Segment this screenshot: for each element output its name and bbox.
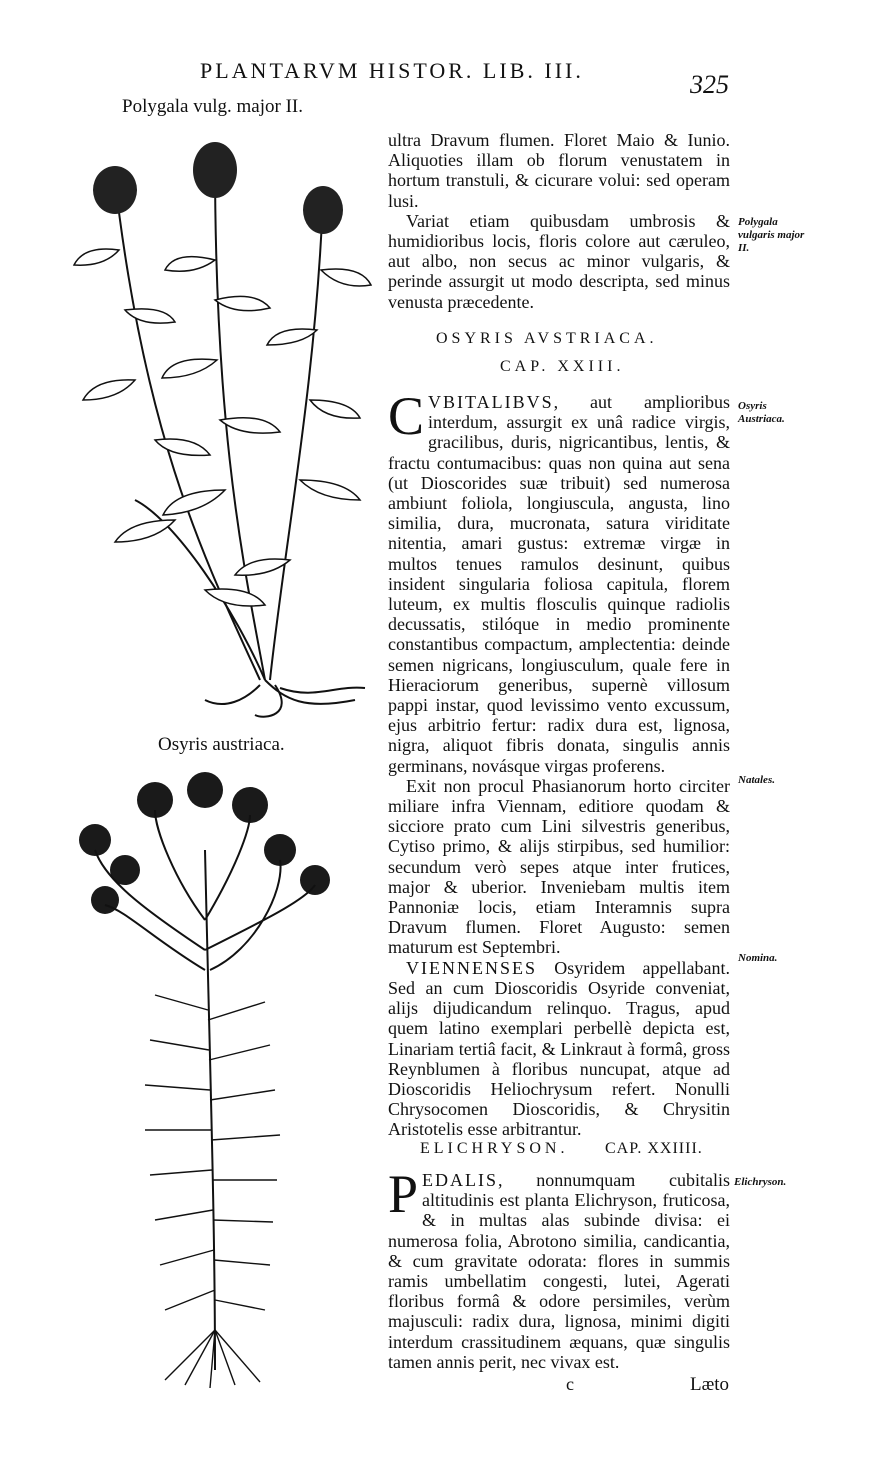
signature-mark: c xyxy=(566,1374,574,1394)
side-note-polygala: Polygala vulgaris major II. xyxy=(738,216,805,254)
elichryson-description-text: , nonnumquam cubitalis altitudinis est planta Elichryson, fruticosa, & in multas alas subinde divisa: ei numerosa folia, Abrotono similia, candicantia, & cum gravitate odorata: flores in summis ramis umbellatim congesti, lutei, Agerati floribus formâ & odore persimiles, verùm majusculi: radix dura, lignosa, minimi digiti interdum crassitudinem æquans, quæ singulis tamen annis perit, nec vivax est. xyxy=(388,1170,730,1372)
elichryson-description xyxy=(388,1164,730,1372)
elichryson-chapter: CAP. XXIIII. xyxy=(605,1140,703,1157)
osyris-woodcut-image xyxy=(65,770,355,1390)
osyris-illustration xyxy=(65,770,355,1390)
osyris-habitat: Exit non procul Phasianorum horto circiter miliare infra Viennam, editiore quodam & sicciore prato cum Lini silvestris generibus, Cytiso primo, & alijs stirpibus, sed humilior: secundum verò sepes atque inter frutices, major & uberior. Inveniebam multis item Pannoniæ locis, etiam Interamnis supra Dravum flumen. Floret Augusto: semen maturum est Septembri. xyxy=(388,775,730,958)
elichryson-text xyxy=(388,1164,730,1372)
osyris-text xyxy=(388,386,730,1140)
osyris-heading: OSYRIS AVSTRIACA. xyxy=(436,330,658,347)
running-title: PLANTARVM HISTOR. LIB. III. xyxy=(200,58,584,83)
polygala-woodcut-image xyxy=(55,140,375,730)
polygala-caption: Polygala vulg. major II. xyxy=(122,96,303,117)
elichryson-heading: ELICHRYSON. xyxy=(420,1140,569,1157)
osyris-description-text: , aut amplioribus interdum, assurgit ex unâ radice virgis, gracilibus, duris, nigricantibus, lentis, & fractu contumacibus: quas non quina aut sena (ut Dioscorides suæ tribuit) sed numerosa ambiunt foliola, longiuscula, angusta, lino similia, dura, mucronata, satura viriditate nitentia, amari gustus: extremæ virgæ in multos tenues ramulos desinunt, quibus insident singularia foliosa capitula, florem luteum, ex multis flosculis quinque radiolis decussatis, stilóque in medio prominente constantibus compactum, amplectentia: deinde semen nigricans, longiusculum, quale fere in Hieraciorum generibus, supernè villosum pappi instar, quod levissimo vento excussum, ejus arbitrio fertur: radix dura est, lignosa, nigra, aliquot fibris donata, singulis annis germinans, novásque virgas proferens. xyxy=(388,392,730,776)
side-note-osyris: Osyris Austriaca. xyxy=(738,400,785,425)
osyris-lead-word: VBITALIBVS xyxy=(428,392,554,412)
page-number: 325 xyxy=(690,70,729,99)
osyris-names xyxy=(388,958,730,1140)
osyris-caption: Osyris austriaca. xyxy=(158,734,285,755)
osyris-names-lead: VIENNENSES xyxy=(406,957,537,978)
elichryson-dropcap: P xyxy=(388,1164,419,1224)
osyris-chapter: CAP. XXIII. xyxy=(500,358,625,375)
osyris-dropcap: C xyxy=(388,386,425,446)
intro-paragraph: ultra Dravum flumen. Floret Maio & Iunio. Aliquoties illam ob florum venustatem in hortum transtuli, & cicurare volui: sed operam lusi. xyxy=(388,130,730,211)
polygala-illustration xyxy=(55,140,375,730)
osyris-names-text: Osyridem appellabant. Sed an cum Dioscoridis Osyride conveniat, alijs dijudicandum relinquo. Tragus, apud quem latino exemplari perbellè depicta est, Linariam tertiâ facit, & Linkraut à formâ, gross Reynblumen à floribus nuncupat, atque ad Dioscoridis Heliochrysum refert. Nonulli Chrysocomen Dioscoridis, & Chrysitin Aristotelis esse arbitrantur. xyxy=(388,957,730,1140)
intro-text xyxy=(388,130,730,312)
side-note-natales: Natales. xyxy=(738,774,775,786)
variant-paragraph: Variat etiam quibusdam umbrosis & humidioribus locis, floris colore aut cæruleo, aut albo, non secus ac minor vulgaris, & perinde assurgit ut modo descripta, sed minus venusta præcedente. xyxy=(388,210,730,312)
osyris-description xyxy=(388,386,730,776)
catchword: Læto xyxy=(690,1374,730,1395)
elichryson-lead-word: EDALIS xyxy=(422,1170,499,1190)
side-note-nomina: Nomina. xyxy=(738,952,778,964)
side-note-elichryson: Elichryson. xyxy=(734,1176,787,1188)
